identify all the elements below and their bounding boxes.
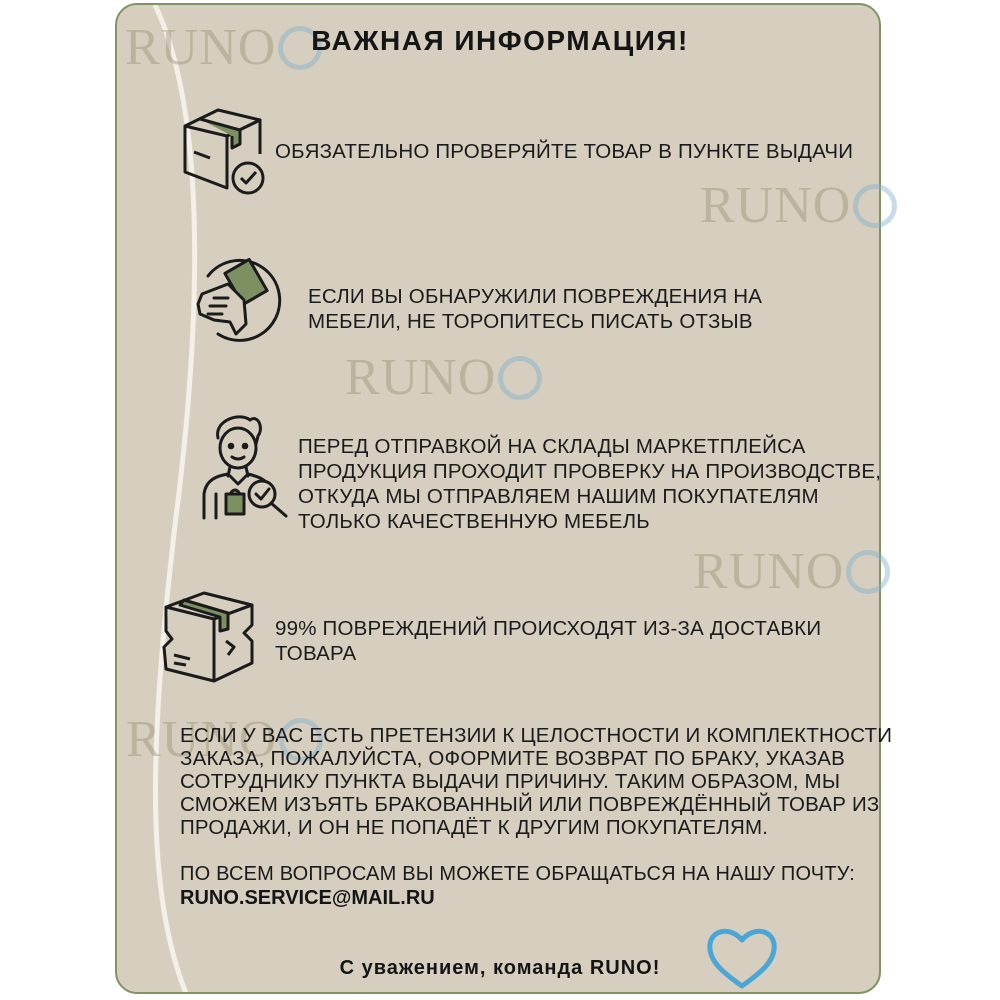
- item-text: ОБЯЗАТЕЛЬНО ПРОВЕРЯЙТЕ ТОВАР В ПУНКТЕ ВЫДАЧИ: [275, 140, 854, 163]
- claims-line: ЕСЛИ У ВАС ЕСТЬ ПРЕТЕНЗИИ К ЦЕЛОСТНОСТИ И КОМПЛЕКТНОСТИ: [180, 724, 893, 747]
- damaged-box-icon: [160, 585, 260, 685]
- item-line: ПЕРЕД ОТПРАВКОЙ НА СКЛАДЫ МАРКЕТПЛЕЙСА: [298, 435, 806, 458]
- claims-line: ЗАКАЗА, ПОЖАЛУЙСТА, ОФОРМИТЕ ВОЗВРАТ ПО БРАКУ, УКАЗАВ: [180, 747, 846, 770]
- item-line: ОТКУДА МЫ ОТПРАВЛЯЕМ НАШИМ ПОКУПАТЕЛЯМ: [298, 485, 819, 508]
- item-line: ПРОДУКЦИЯ ПРОХОДИТ ПРОВЕРКУ НА ПРОИЗВОДСТВЕ,: [298, 460, 882, 483]
- page-title: ВАЖНАЯ ИНФОРМАЦИЯ!: [311, 25, 689, 56]
- item-text: [298, 434, 881, 534]
- runo-watermark: RUNO: [126, 710, 323, 769]
- runo-watermark: RUNO: [125, 18, 322, 77]
- contact-email[interactable]: RUNO.SERVICE@MAIL.RU: [180, 887, 435, 909]
- claims-paragraph: [180, 724, 892, 839]
- claims-line: СОТРУДНИКУ ПУНКТА ВЫДАЧИ ПРИЧИНУ. ТАКИМ ОБРАЗОМ, МЫ: [180, 770, 841, 793]
- claims-line: СМОЖЕМ ИЗЪЯТЬ БРАКОВАННЫЙ ИЛИ ПОВРЕЖДЁННЫЙ ТОВАР ИЗ: [180, 793, 880, 816]
- signature: С уважением, команда RUNO!: [339, 957, 661, 979]
- inspector-icon: [200, 410, 292, 522]
- item-line: ЕСЛИ ВЫ ОБНАРУЖИЛИ ПОВРЕЖДЕНИЯ НА: [308, 285, 763, 308]
- item-line: ТОВАРА: [275, 642, 357, 665]
- runo-watermark: RUNO: [345, 348, 542, 407]
- claims-line: ПРОДАЖИ, И ОН НЕ ПОПАДЁТ К ДРУГИМ ПОКУПАТЕЛЯМ.: [180, 816, 769, 839]
- item-text: [275, 616, 821, 666]
- contact-text: ПО ВСЕМ ВОПРОСАМ ВЫ МОЖЕТЕ ОБРАЩАТЬСЯ НА НАШУ ПОЧТУ:: [180, 863, 855, 885]
- item-line: 99% ПОВРЕЖДЕНИЙ ПРОИСХОДЯТ ИЗ-ЗА ДОСТАВКИ: [275, 617, 822, 640]
- item-line: ТОЛЬКО КАЧЕСТВЕННУЮ МЕБЕЛЬ: [298, 510, 650, 533]
- thumbs-down-icon: [188, 250, 282, 344]
- runo-watermark: RUNO: [700, 176, 897, 235]
- item-text: [308, 284, 762, 334]
- runo-watermark: RUNO: [693, 542, 890, 601]
- box-check-icon: [180, 104, 272, 196]
- item-line: МЕБЕЛИ, НЕ ТОРОПИТЕСЬ ПИСАТЬ ОТЗЫВ: [308, 310, 753, 333]
